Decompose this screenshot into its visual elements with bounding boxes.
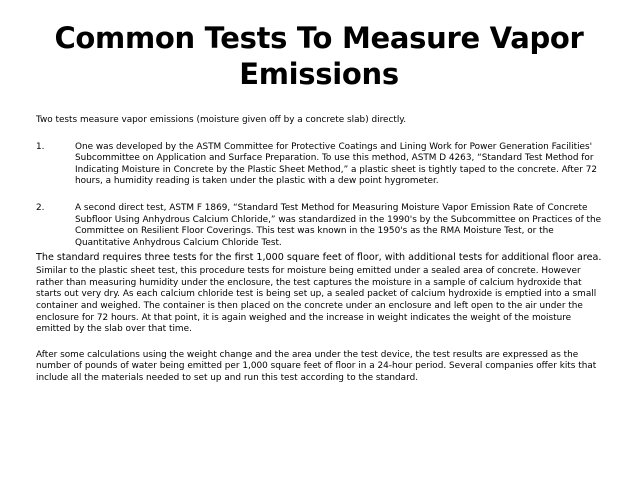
slide-body	[36, 115, 602, 384]
slide-title: Common Tests To Measure Vapor Emissions	[54, 21, 584, 91]
closing-paragraph: After some calculations using the weight change and the area under the test device, the test results are expressed as the number of pounds of water being emitted per 1,000 square feet of floor in a 24-hour period. Several companies offer kits that include all the materials needed to set up and run this test according to the standard.	[36, 349, 597, 383]
list-item	[36, 203, 602, 249]
list-item-number: 2.	[36, 202, 45, 213]
list-item-number: 1.	[36, 141, 45, 152]
list-item	[36, 142, 602, 188]
list-item-text: One was developed by the ASTM Committee for Protective Coatings and Lining Work for Power Generation Facilities' Subcommittee on Application and Surface Preparation. To use this method, ASTM D 4263, “Standard Test Method for Indicating Moisture in Concrete by the Plastic Sheet Method,” a plastic sheet is tightly taped to the concrete. After 72 hours, a humidity reading is taken under the plastic with a dew point hygrometer.	[75, 141, 598, 187]
intro-paragraph: Two tests measure vapor emissions (moisture given off by a concrete slab) directly.	[36, 115, 407, 125]
procedure-paragraph: Similar to the plastic sheet test, this procedure tests for moisture being emitted under a sealed area of concrete. However rather than measuring humidity under the enclosure, the test captures the moisture in a sample of calcium hydroxide that starts out very dry. As each calcium chloride test is being set up, a sealed packet of calcium hydroxide is emptied into a small container and weighed. The container is then placed on the concrete under an enclosure and left open to the air under the enclosure for 72 hours. At that point, it is again weighed and the increase in weight indicates the weight of the moisture emitted by the slab over that time.	[36, 266, 597, 335]
requirement-paragraph: The standard requires three tests for the first 1,000 square feet of floor, with additional tests for additional floor area.	[36, 252, 602, 264]
list-item-text: A second direct test, ASTM F 1869, “Standard Test Method for Measuring Moisture Vapor Emission Rate of Concrete Subfloor Using Anhydrous Calcium Chloride,” was standardized in the 1990's by the Subcommittee on Practices of the Committee on Resilient Floor Coverings. This test was known in the 1950's as the RMA Moisture Test, or the Quantitative Anhydrous Calcium Chloride Test.	[75, 202, 602, 248]
